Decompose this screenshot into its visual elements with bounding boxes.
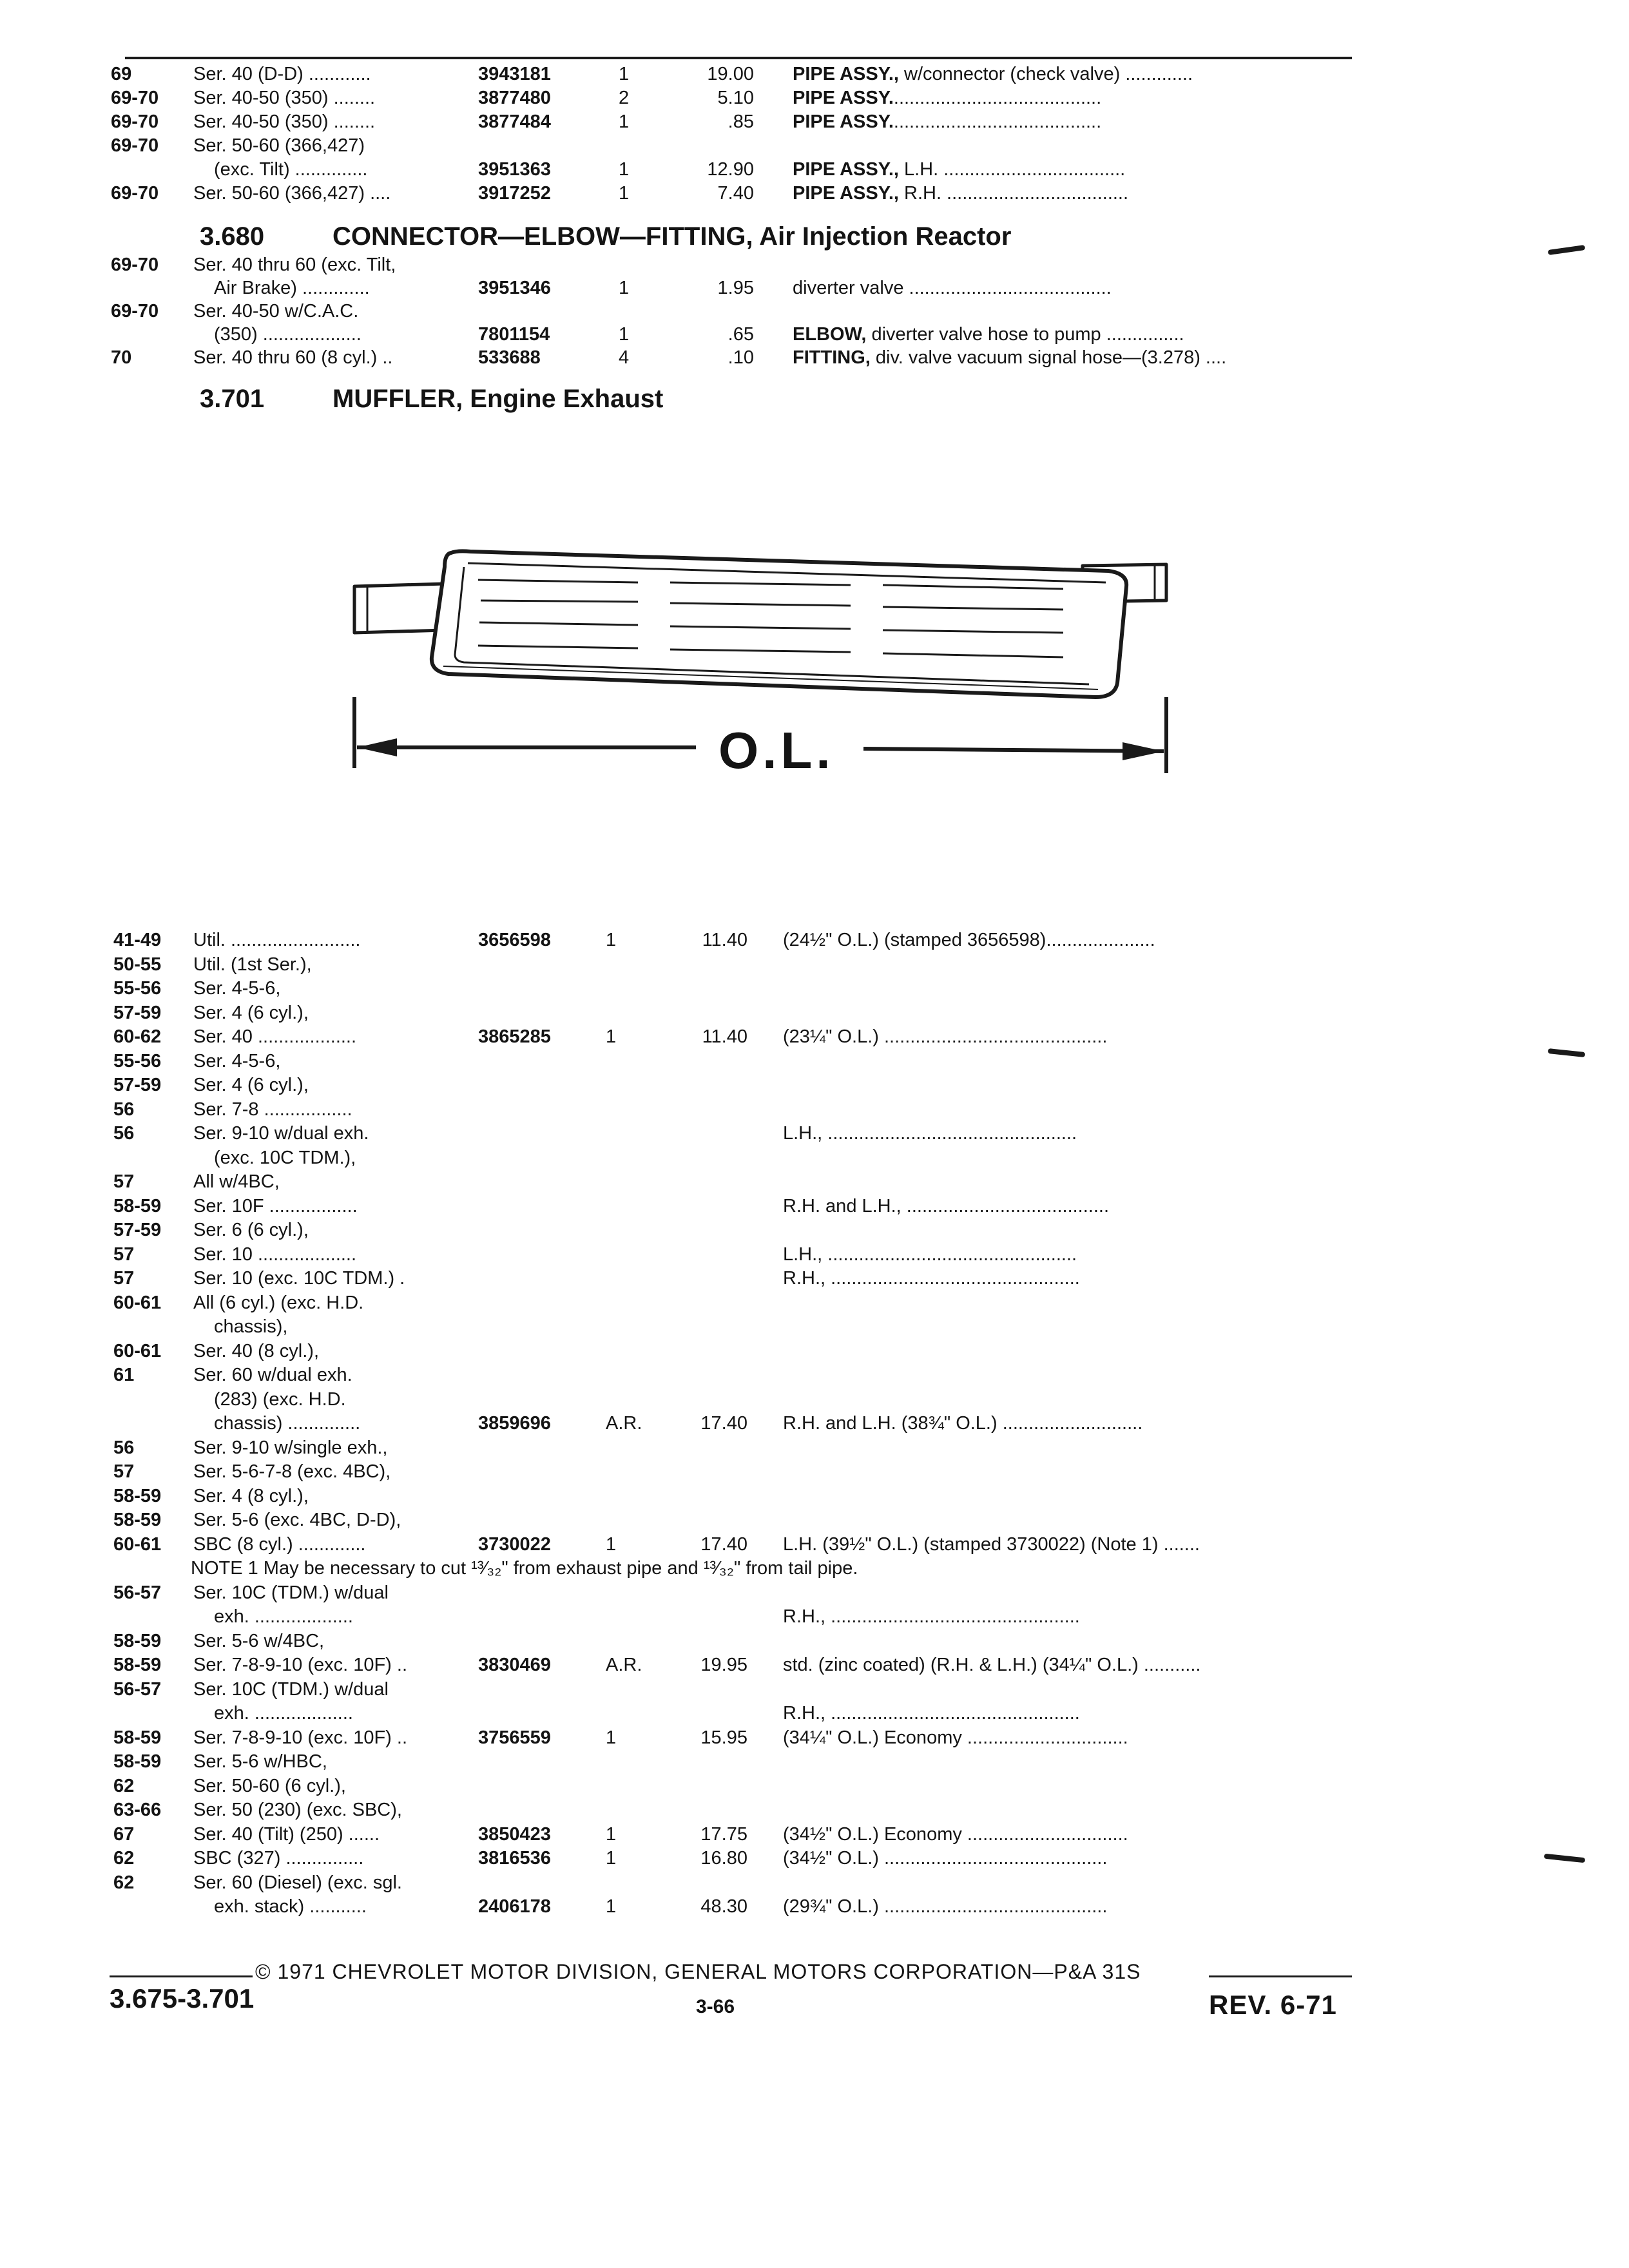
description-bold: ELBOW, [793, 324, 867, 345]
note-text: NOTE 1 May be necessary to cut ¹³⁄₃₂" from exhaust pipe and ¹³⁄₃₂" from tail pipe. [191, 1558, 858, 1579]
model-year: 55-56 [113, 978, 162, 999]
model-year: 56-57 [113, 1678, 162, 1700]
table-row [0, 1291, 1629, 1315]
model-year: 70 [111, 347, 132, 368]
table-row [0, 86, 1629, 110]
footer-copyright: © 1971 CHEVROLET MOTOR DIVISION, GENERAL MOTORS CORPORATION—P&A 31S [255, 1960, 1141, 1983]
application: Ser. 5-6 w/HBC, [193, 1751, 327, 1772]
description-text: (29¾" O.L.) ........................................... [783, 1896, 1108, 1917]
table-row [0, 1798, 1629, 1822]
quantity: 1 [619, 324, 630, 345]
description [793, 181, 1360, 206]
part-number: 3917252 [478, 183, 551, 204]
part-number: 3865285 [478, 1026, 551, 1047]
description-bold: PIPE ASSY. [793, 111, 894, 132]
table-row [0, 1436, 1629, 1460]
description-bold: PIPE ASSY., [793, 64, 899, 84]
application: Ser. 5-6-7-8 (exc. 4BC), [193, 1461, 391, 1482]
model-year: 57 [113, 1461, 135, 1482]
application: Ser. 10 (exc. 10C TDM.) . [193, 1268, 405, 1289]
application: exh. stack) ........... [214, 1896, 367, 1917]
price: 17.75 [700, 1823, 747, 1845]
price: 19.95 [700, 1655, 747, 1675]
model-year: 60-61 [113, 1340, 162, 1361]
table-row [0, 322, 1629, 347]
table-row [0, 1218, 1629, 1242]
table-row [0, 1169, 1629, 1194]
application: Ser. 60 (Diesel) (exc. sgl. [193, 1872, 402, 1893]
application: Ser. 40 (D-D) ............ [193, 64, 371, 84]
application: chassis), [214, 1316, 288, 1337]
price: 1.95 [717, 278, 754, 298]
description-text: R.H., ................................................ [783, 1268, 1080, 1289]
description [793, 345, 1360, 370]
model-year: 50-55 [113, 954, 162, 975]
application: Ser. 40 ................... [193, 1026, 357, 1047]
footer-rule-right [1209, 1975, 1352, 1977]
description-text: ........................................ [893, 111, 1102, 132]
table-row [0, 1387, 1629, 1412]
model-year: 62 [113, 1848, 135, 1869]
application: Ser. 10F ................. [193, 1195, 358, 1216]
price: 19.00 [707, 64, 754, 84]
description [783, 1194, 1360, 1218]
model-year: 61 [113, 1365, 135, 1385]
description-text: R.H. and L.H. (38¾" O.L.) ........................... [783, 1413, 1143, 1434]
section-title [333, 220, 1011, 253]
application: Air Brake) ............. [214, 278, 370, 298]
description-text: L.H., ................................................ [783, 1244, 1077, 1265]
application: Ser. 9-10 w/dual exh. [193, 1123, 369, 1144]
application: Ser. 7-8 ................. [193, 1099, 352, 1120]
model-year: 63-66 [113, 1800, 162, 1820]
application: Ser. 50-60 (366,427) .... [193, 183, 391, 204]
price: 5.10 [717, 88, 754, 108]
part-number: 3943181 [478, 64, 551, 84]
model-year: 57-59 [113, 1002, 162, 1023]
application: exh. ................... [214, 1606, 353, 1627]
description [793, 276, 1360, 300]
description-bold: PIPE ASSY. [793, 88, 894, 108]
model-year: 69-70 [111, 183, 159, 204]
model-year: 41-49 [113, 930, 162, 950]
description [783, 1725, 1360, 1750]
description [793, 110, 1360, 134]
quantity: 1 [619, 64, 630, 84]
quantity: A.R. [606, 1655, 642, 1675]
top-rule [125, 57, 1352, 59]
description [783, 1822, 1360, 1847]
description [783, 1242, 1360, 1267]
application: exh. ................... [214, 1703, 353, 1724]
model-year: 58-59 [113, 1485, 162, 1506]
model-year: 60-62 [113, 1026, 162, 1047]
quantity: 2 [619, 88, 630, 108]
part-number: 3877484 [478, 111, 551, 132]
price: 11.40 [702, 930, 747, 950]
application: (exc. Tilt) .............. [214, 159, 368, 180]
price: .65 [728, 324, 754, 345]
application: Ser. 9-10 w/single exh., [193, 1437, 388, 1458]
description [783, 1604, 1360, 1629]
part-number: 3656598 [478, 930, 551, 950]
part-number: 3850423 [478, 1823, 551, 1845]
price: 16.80 [700, 1848, 747, 1869]
description-bold: FITTING, [793, 347, 871, 368]
description [783, 1411, 1360, 1436]
model-year: 56-57 [113, 1582, 162, 1603]
part-number: 3816536 [478, 1848, 551, 1869]
table-row [0, 1604, 1629, 1629]
description [783, 1894, 1360, 1919]
model-year: 57 [113, 1244, 135, 1265]
table-row [0, 1073, 1629, 1097]
table-row [0, 1532, 1629, 1557]
application: Util. ......................... [193, 930, 361, 950]
section-number: 3.701 [200, 385, 265, 413]
table-row [0, 110, 1629, 134]
table-row [0, 1701, 1629, 1725]
application: Ser. 4 (8 cyl.), [193, 1485, 309, 1506]
table-row [0, 1774, 1629, 1798]
part-number: 3830469 [478, 1655, 551, 1675]
application: All (6 cyl.) (exc. H.D. [193, 1292, 364, 1313]
section-heading-3701 [200, 383, 1295, 415]
table-row [0, 1725, 1629, 1750]
part-number: 7801154 [478, 324, 550, 345]
application: Ser. 5-6 (exc. 4BC, D-D), [193, 1510, 401, 1530]
section-number: 3.680 [200, 222, 265, 251]
application: (283) (exc. H.D. [214, 1389, 346, 1410]
model-year: 69-70 [111, 301, 159, 322]
section-title-rest: Air Injection Reactor [753, 222, 1012, 251]
application: (350) ................... [214, 324, 361, 345]
table-row [0, 1363, 1629, 1387]
table-row [0, 1846, 1629, 1870]
model-year: 62 [113, 1775, 135, 1796]
application: Ser. 50-60 (6 cyl.), [193, 1775, 346, 1796]
description-text: ........................................ [893, 88, 1102, 108]
description-text: (34¼" O.L.) Economy ............................... [783, 1727, 1128, 1748]
part-number: 3756559 [478, 1727, 551, 1748]
table-row [0, 952, 1629, 977]
table-row [0, 1024, 1629, 1049]
table-row [0, 928, 1629, 952]
model-year: 56 [113, 1437, 135, 1458]
description-text: R.H., ................................................ [783, 1606, 1080, 1627]
table-row [0, 1822, 1629, 1847]
application: All w/4BC, [193, 1171, 280, 1192]
description [793, 157, 1360, 182]
application: Ser. 10C (TDM.) w/dual [193, 1678, 389, 1700]
application: Ser. 40 (Tilt) (250) ...... [193, 1823, 380, 1845]
part-number: 3951346 [478, 278, 551, 298]
application: Ser. 7-8-9-10 (exc. 10F) .. [193, 1727, 408, 1748]
application: Ser. 60 w/dual exh. [193, 1365, 352, 1385]
footer-rule-left [110, 1975, 253, 1977]
price: 17.40 [700, 1413, 747, 1434]
model-year: 67 [113, 1823, 135, 1845]
table-row [0, 976, 1629, 1001]
table-row [0, 276, 1629, 300]
part-number: 3859696 [478, 1413, 551, 1434]
table-row [0, 1097, 1629, 1122]
application: chassis) .............. [214, 1413, 361, 1434]
model-year: 57-59 [113, 1220, 162, 1240]
application: Ser. 10 ................... [193, 1244, 357, 1265]
table-row [0, 1484, 1629, 1508]
application: Ser. 7-8-9-10 (exc. 10F) .. [193, 1655, 408, 1675]
quantity: 1 [606, 1896, 617, 1917]
description-text: (34½" O.L.) Economy ............................... [783, 1823, 1128, 1845]
description [783, 1846, 1360, 1870]
model-year: 60-61 [113, 1292, 162, 1313]
price: 48.30 [700, 1896, 747, 1917]
table-row [0, 1339, 1629, 1363]
model-year: 58-59 [113, 1195, 162, 1216]
model-year: 69-70 [111, 111, 159, 132]
table-row [0, 1749, 1629, 1774]
model-year: 69-70 [111, 255, 159, 275]
table-row [0, 1049, 1629, 1073]
application: Ser. 50-60 (366,427) [193, 135, 365, 156]
description-text: (23¼" O.L.) ........................................... [783, 1026, 1108, 1047]
table-row [0, 345, 1629, 370]
table-row [0, 1001, 1629, 1025]
quantity: 1 [606, 1727, 617, 1748]
description [783, 1653, 1360, 1677]
table-row [0, 1581, 1629, 1605]
model-year: 56 [113, 1099, 135, 1120]
application: Ser. 4-5-6, [193, 1050, 281, 1072]
description-text: R.H., ................................................ [783, 1703, 1080, 1724]
model-year: 62 [113, 1872, 135, 1893]
model-year: 58-59 [113, 1727, 162, 1748]
table-row [0, 1194, 1629, 1218]
description [783, 1701, 1360, 1725]
quantity: 1 [606, 1823, 617, 1845]
price: 11.40 [702, 1026, 747, 1047]
description-text: diverter valve ....................................... [793, 278, 1112, 298]
quantity: 4 [619, 347, 630, 368]
description-text: std. (zinc coated) (R.H. & L.H.) (34¼" O.L.) ........... [783, 1655, 1201, 1675]
model-year: 57-59 [113, 1075, 162, 1095]
application: Ser. 40-50 w/C.A.C. [193, 301, 359, 322]
application: Util. (1st Ser.), [193, 954, 312, 975]
description [793, 86, 1360, 110]
table-row [0, 1146, 1629, 1170]
model-year: 58-59 [113, 1751, 162, 1772]
application: Ser. 4 (6 cyl.), [193, 1002, 309, 1023]
application: Ser. 4 (6 cyl.), [193, 1075, 309, 1095]
application: (exc. 10C TDM.), [214, 1147, 356, 1168]
model-year: 69-70 [111, 135, 159, 156]
price: .85 [728, 111, 754, 132]
table-row [0, 62, 1629, 86]
part-number: 533688 [478, 347, 541, 368]
quantity: 1 [619, 183, 630, 204]
quantity: 1 [606, 1533, 617, 1555]
description-text: R.H. and L.H., ....................................... [783, 1195, 1110, 1216]
table-row [0, 1411, 1629, 1436]
application: Ser. 40 thru 60 (8 cyl.) .. [193, 347, 393, 368]
footer-section-range: 3.675-3.701 [110, 1983, 255, 2013]
description-bold: PIPE ASSY., [793, 183, 899, 204]
section-title-bold: MUFFLER, [333, 385, 463, 413]
section-heading-3680 [200, 220, 1295, 253]
table-row [0, 133, 1629, 158]
model-year: 58-59 [113, 1655, 162, 1675]
application: Ser. 4-5-6, [193, 978, 281, 999]
description [783, 1024, 1360, 1049]
overall-length-label: O.L. [718, 722, 834, 779]
model-year: 58-59 [113, 1510, 162, 1530]
description-text: R.H. ................................... [898, 183, 1129, 204]
footer-page-number: 3-66 [696, 1996, 735, 2017]
table-row [0, 157, 1629, 182]
quantity: 1 [619, 111, 630, 132]
table-row [0, 1242, 1629, 1267]
description-text: w/connector (check valve) ............. [898, 64, 1193, 84]
application: SBC (327) ............... [193, 1848, 364, 1869]
description-text: (24½" O.L.) (stamped 3656598)..................... [783, 930, 1155, 950]
table-row [0, 1677, 1629, 1702]
table-row [0, 181, 1629, 206]
price: 17.40 [700, 1533, 747, 1555]
model-year: 56 [113, 1123, 135, 1144]
quantity: 1 [619, 159, 630, 180]
model-year: 55-56 [113, 1050, 162, 1072]
model-year: 69-70 [111, 88, 159, 108]
description-text: diverter valve hose to pump ............... [866, 324, 1184, 345]
description-text: div. valve vacuum signal hose—(3.278) .... [870, 347, 1227, 368]
application: Ser. 5-6 w/4BC, [193, 1630, 325, 1651]
quantity: 1 [606, 1848, 617, 1869]
table-row [0, 1314, 1629, 1339]
description-text: L.H. (39½" O.L.) (stamped 3730022) (Note 1) ....... [783, 1533, 1200, 1555]
description-text: (34½" O.L.) ........................................... [783, 1848, 1108, 1869]
model-year: 57 [113, 1268, 135, 1289]
description-text: L.H., ................................................ [783, 1123, 1077, 1144]
table-row [0, 1121, 1629, 1146]
table-row [0, 1894, 1629, 1919]
part-number: 3951363 [478, 159, 551, 180]
model-year: 58-59 [113, 1630, 162, 1651]
description [793, 322, 1360, 347]
price: 12.90 [707, 159, 754, 180]
footer-revision: REV. 6-71 [1209, 1990, 1337, 2020]
section-title-rest: Engine Exhaust [463, 385, 664, 413]
table-row [0, 1870, 1629, 1895]
description-bold: PIPE ASSY., [793, 159, 899, 180]
section-title [333, 383, 663, 415]
part-number: 3877480 [478, 88, 551, 108]
table-row [0, 253, 1629, 277]
section-title-bold: CONNECTOR—ELBOW—FITTING, [333, 222, 753, 251]
quantity: 1 [619, 278, 630, 298]
quantity: 1 [606, 1026, 617, 1047]
table-row [0, 1508, 1629, 1532]
description [783, 1532, 1360, 1557]
price: 7.40 [717, 183, 754, 204]
quantity: A.R. [606, 1413, 642, 1434]
application: Ser. 6 (6 cyl.), [193, 1220, 309, 1240]
application: Ser. 50 (230) (exc. SBC), [193, 1800, 402, 1820]
table-row [0, 299, 1629, 323]
description [783, 928, 1360, 952]
table-row [0, 1653, 1629, 1677]
description-text: L.H. ................................... [898, 159, 1126, 180]
application: SBC (8 cyl.) ............. [193, 1533, 366, 1555]
table-row [0, 1459, 1629, 1484]
model-year: 57 [113, 1171, 135, 1192]
table-row [0, 1266, 1629, 1291]
price: 15.95 [700, 1727, 747, 1748]
description [793, 62, 1360, 86]
price: .10 [728, 347, 754, 368]
description [783, 1266, 1360, 1291]
application: Ser. 40 thru 60 (exc. Tilt, [193, 255, 396, 275]
description [783, 1121, 1360, 1146]
part-number: 3730022 [478, 1533, 551, 1555]
table-row [0, 1629, 1629, 1653]
application: Ser. 40-50 (350) ........ [193, 88, 376, 108]
part-number: 2406178 [478, 1896, 551, 1917]
model-year: 60-61 [113, 1533, 162, 1555]
quantity: 1 [606, 930, 617, 950]
application: Ser. 40-50 (350) ........ [193, 111, 376, 132]
application: Ser. 10C (TDM.) w/dual [193, 1582, 389, 1603]
model-year: 69 [111, 64, 132, 84]
application: Ser. 40 (8 cyl.), [193, 1340, 320, 1361]
